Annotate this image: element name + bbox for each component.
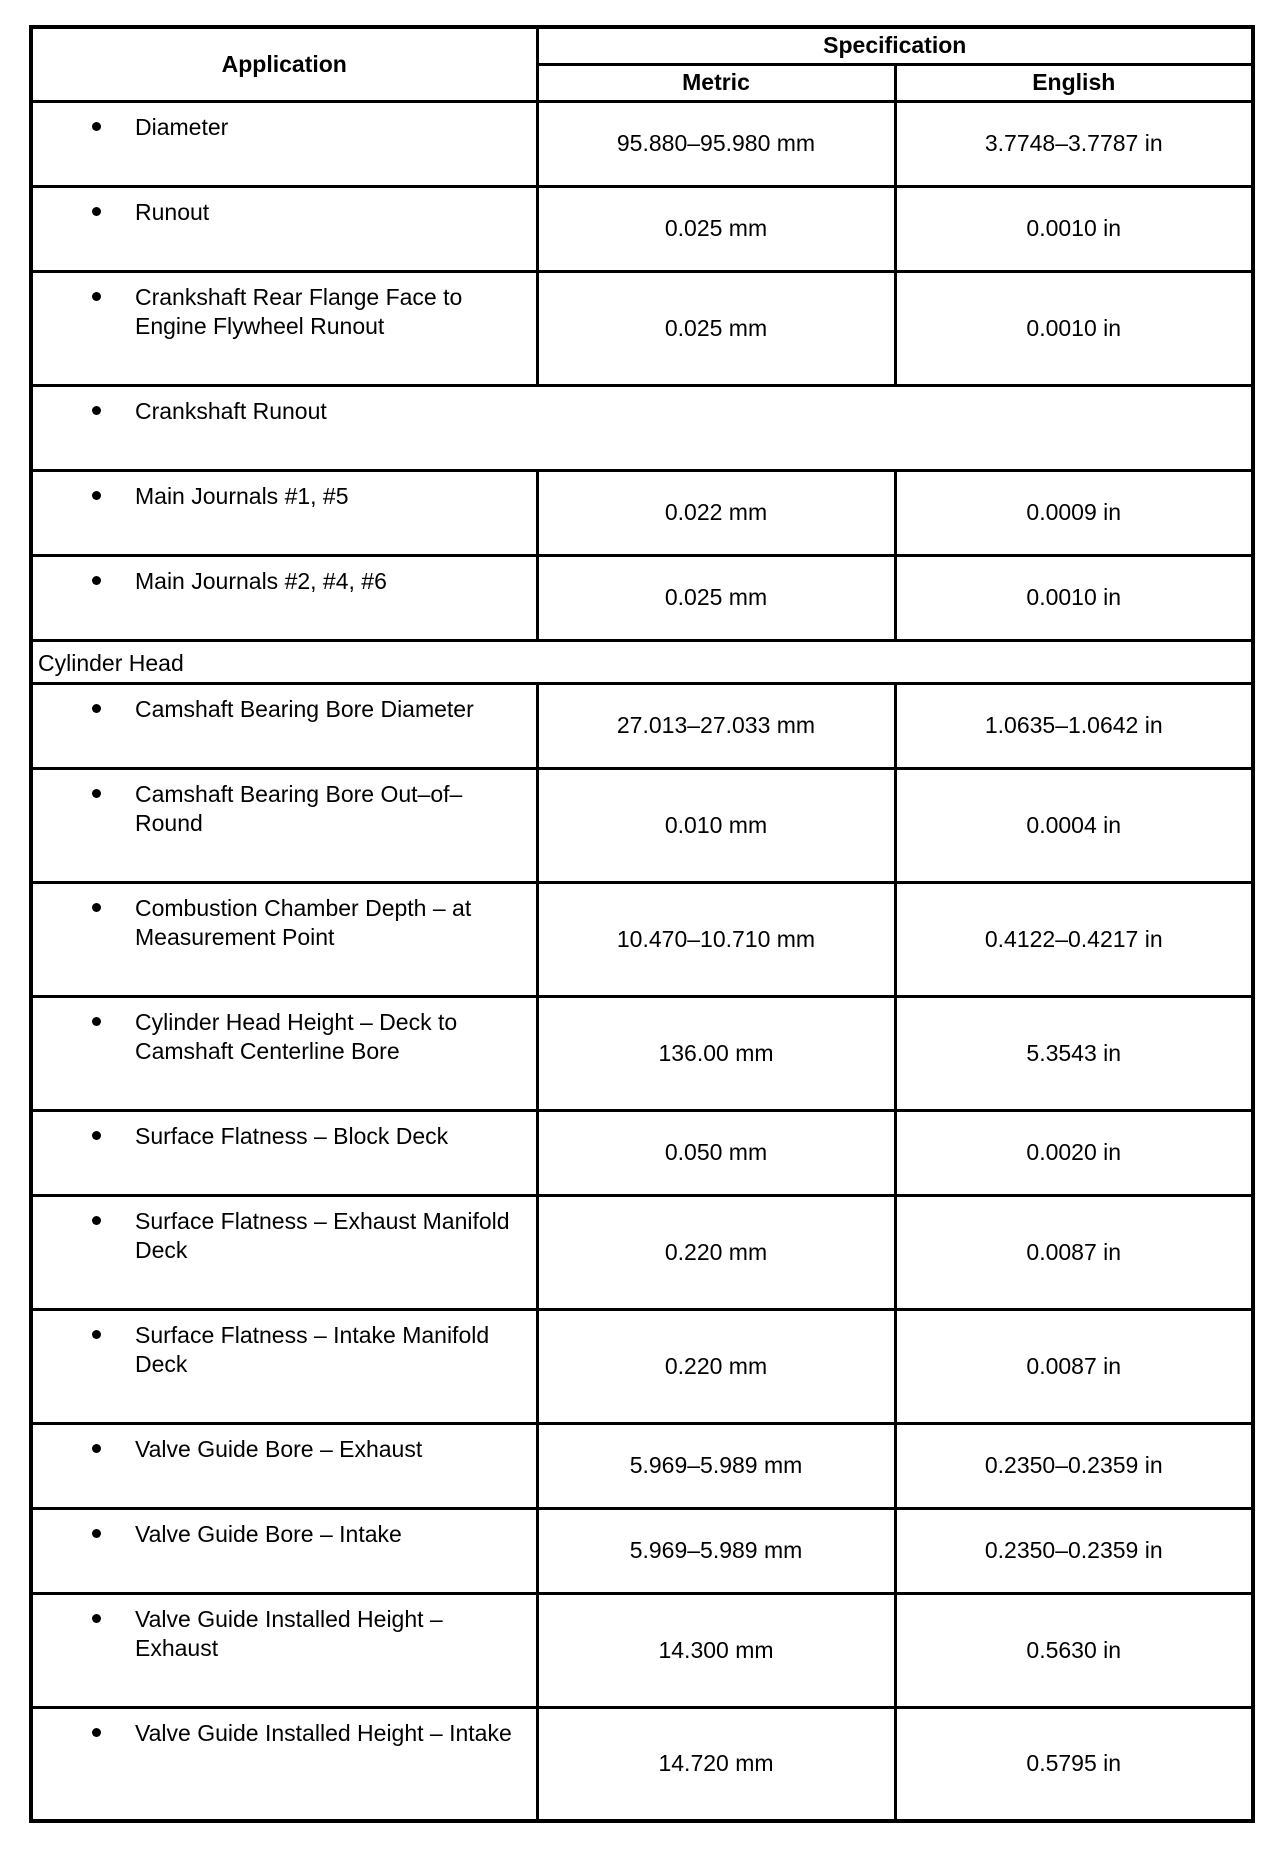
metric-value: 5.969–5.989 mm — [537, 1423, 895, 1508]
application-cell — [31, 683, 537, 768]
english-value: 0.0009 in — [895, 470, 1253, 555]
bullet-icon — [33, 283, 135, 311]
english-value: 1.0635–1.0642 in — [895, 683, 1253, 768]
table-row — [31, 385, 1253, 470]
english-value: 3.7748–3.7787 in — [895, 101, 1253, 186]
application-cell — [31, 271, 537, 385]
application-text: Camshaft Bearing Bore Diameter — [135, 695, 474, 722]
metric-value: 14.300 mm — [537, 1593, 895, 1707]
metric-value: 0.220 mm — [537, 1309, 895, 1423]
english-value: 0.4122–0.4217 in — [895, 882, 1253, 996]
english-value: 0.5795 in — [895, 1707, 1253, 1821]
bullet-icon — [33, 1435, 135, 1463]
metric-value: 0.220 mm — [537, 1195, 895, 1309]
application-text: Main Journals #2, #4, #6 — [135, 567, 387, 594]
bullet-icon — [33, 198, 135, 226]
specification-table — [29, 25, 1255, 1823]
application-text: Valve Guide Installed Height – Intake — [135, 1719, 512, 1746]
application-cell — [31, 996, 537, 1110]
metric-value: 136.00 mm — [537, 996, 895, 1110]
english-value: 0.0010 in — [895, 186, 1253, 271]
application-text: Runout — [135, 198, 210, 225]
bullet-icon — [33, 1008, 135, 1036]
english-value: 0.2350–0.2359 in — [895, 1508, 1253, 1593]
metric-value: 14.720 mm — [537, 1707, 895, 1821]
specification-header: Specification — [537, 27, 1253, 64]
metric-value: 10.470–10.710 mm — [537, 882, 895, 996]
table-row — [31, 1593, 1253, 1707]
metric-value: 95.880–95.980 mm — [537, 101, 895, 186]
english-value: 0.5630 in — [895, 1593, 1253, 1707]
application-text: Camshaft Bearing Bore Out–of–Round — [135, 780, 463, 836]
metric-value: 0.025 mm — [537, 271, 895, 385]
table-row — [31, 1195, 1253, 1309]
bullet-icon — [33, 397, 135, 425]
table-row — [31, 1110, 1253, 1195]
metric-value: 0.010 mm — [537, 768, 895, 882]
bullet-icon — [33, 695, 135, 723]
application-cell — [31, 186, 537, 271]
english-header: English — [895, 64, 1253, 101]
table-row — [31, 683, 1253, 768]
english-value: 0.0010 in — [895, 271, 1253, 385]
bullet-icon — [33, 1321, 135, 1349]
english-value: 0.2350–0.2359 in — [895, 1423, 1253, 1508]
application-text: Cylinder Head Height – Deck to Camshaft Centerline Bore — [135, 1008, 458, 1064]
application-cell — [31, 882, 537, 996]
application-text: Crankshaft Runout — [135, 397, 327, 424]
bullet-icon — [33, 1122, 135, 1150]
application-text: Valve Guide Bore – Intake — [135, 1520, 402, 1547]
metric-value: 0.050 mm — [537, 1110, 895, 1195]
application-text: Valve Guide Bore – Exhaust — [135, 1435, 423, 1462]
application-cell — [31, 1423, 537, 1508]
english-value: 0.0010 in — [895, 555, 1253, 640]
application-cell — [31, 1593, 537, 1707]
application-text: Surface Flatness – Exhaust Manifold Deck — [135, 1207, 510, 1263]
bullet-icon — [33, 1719, 135, 1747]
english-value: 0.0020 in — [895, 1110, 1253, 1195]
table-row — [31, 996, 1253, 1110]
table-row — [31, 1508, 1253, 1593]
application-cell — [31, 555, 537, 640]
metric-value: 0.022 mm — [537, 470, 895, 555]
application-cell — [31, 1508, 537, 1593]
bullet-icon — [33, 1605, 135, 1633]
table-row — [31, 101, 1253, 186]
application-text: Diameter — [135, 113, 229, 140]
bullet-icon — [33, 482, 135, 510]
application-text: Surface Flatness – Intake Manifold Deck — [135, 1321, 490, 1377]
application-cell — [31, 385, 1253, 470]
section-heading: Cylinder Head — [31, 640, 1253, 683]
bullet-icon — [33, 780, 135, 808]
bullet-icon — [33, 567, 135, 595]
application-header: Application — [31, 27, 537, 101]
table-row — [31, 1423, 1253, 1508]
application-text: Combustion Chamber Depth – at Measurement Point — [135, 894, 472, 950]
bullet-icon — [33, 1520, 135, 1548]
application-cell — [31, 1110, 537, 1195]
application-text: Crankshaft Rear Flange Face to Engine Flywheel Runout — [135, 283, 463, 339]
table-row — [31, 768, 1253, 882]
application-text: Valve Guide Installed Height – Exhaust — [135, 1605, 443, 1661]
table-row — [31, 1309, 1253, 1423]
application-cell — [31, 768, 537, 882]
table-row — [31, 1707, 1253, 1821]
bullet-icon — [33, 894, 135, 922]
table-row — [31, 271, 1253, 385]
bullet-icon — [33, 113, 135, 141]
metric-value: 5.969–5.989 mm — [537, 1508, 895, 1593]
metric-value: 0.025 mm — [537, 186, 895, 271]
english-value: 0.0087 in — [895, 1195, 1253, 1309]
application-cell — [31, 1707, 537, 1821]
table-row — [31, 555, 1253, 640]
application-cell — [31, 1309, 537, 1423]
application-cell — [31, 101, 537, 186]
metric-header: Metric — [537, 64, 895, 101]
english-value: 5.3543 in — [895, 996, 1253, 1110]
table-row — [31, 882, 1253, 996]
application-text: Surface Flatness – Block Deck — [135, 1122, 449, 1149]
table-row — [31, 186, 1253, 271]
section-row — [31, 640, 1253, 683]
english-value: 0.0087 in — [895, 1309, 1253, 1423]
metric-value: 27.013–27.033 mm — [537, 683, 895, 768]
metric-value: 0.025 mm — [537, 555, 895, 640]
application-text: Main Journals #1, #5 — [135, 482, 349, 509]
bullet-icon — [33, 1207, 135, 1235]
table-row — [31, 470, 1253, 555]
application-cell — [31, 470, 537, 555]
english-value: 0.0004 in — [895, 768, 1253, 882]
application-cell — [31, 1195, 537, 1309]
